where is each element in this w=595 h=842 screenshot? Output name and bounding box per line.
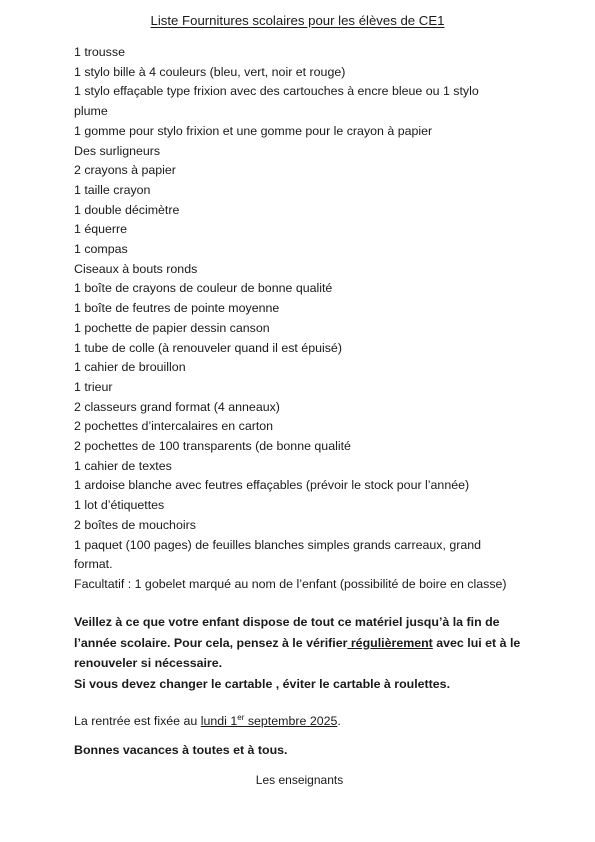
list-item: 2 crayons à papier: [74, 163, 176, 178]
notice-emphasis: régulièrement: [347, 635, 433, 650]
rentree-date-sup: er: [237, 712, 245, 722]
rentree-prefix: La rentrée est fixée au: [74, 714, 201, 728]
list-item: 1 compas: [74, 242, 128, 257]
list-item: 1 trousse: [74, 45, 125, 59]
notice-paragraph: [74, 612, 534, 694]
list-item: 1 trieur: [74, 379, 113, 394]
list-item: 2 classeurs grand format (4 anneaux): [74, 399, 280, 414]
rentree-suffix: .: [337, 714, 341, 728]
rentree-date-rest: septembre 2025: [244, 714, 338, 728]
list-item: Facultatif : 1 gobelet marqué au nom de l’enfant (possibilité de boire en classe): [74, 576, 507, 591]
list-item: 1 ardoise blanche avec feutres effaçables (prévoir le stock pour l’année): [74, 478, 470, 493]
list-item: Ciseaux à bouts ronds: [74, 261, 198, 276]
list-item: 1 paquet (100 pages) de feuilles blanches simples grands carreaux, grand format.: [74, 537, 482, 572]
list-item: 1 cahier de textes: [74, 458, 172, 473]
list-item: 2 boîtes de mouchoirs: [74, 517, 196, 532]
rentree-date: [200, 712, 341, 728]
supply-list: [74, 43, 544, 595]
list-item: 1 tube de colle (à renouveler quand il est épuisé): [74, 340, 342, 355]
notice-text: Veillez à ce que votre enfant dispose de tout ce matériel jusqu’à la fin de l’année scolaire. Pour cela, pensez à le vérifier: [74, 615, 500, 650]
list-item: 1 équerre: [74, 222, 128, 237]
notice-cartable: Si vous devez changer le cartable , éviter le cartable à roulettes.: [74, 676, 451, 691]
list-item: 2 pochettes de 100 transparents (de bonne qualité: [74, 439, 351, 454]
list-item: 1 boîte de crayons de couleur de bonne qualité: [74, 281, 333, 296]
list-item: 1 double décimètre: [74, 202, 180, 217]
list-item: 1 taille crayon: [74, 182, 151, 197]
list-item: 1 lot d’étiquettes: [74, 498, 165, 513]
notice-text-end: avec lui et à le renouveler si nécessaire.: [74, 635, 521, 670]
list-item: 1 boîte de feutres de pointe moyenne: [74, 301, 280, 316]
document-title: Liste Fournitures scolaires pour les élèves de CE1: [150, 13, 445, 28]
closing-wishes: Bonnes vacances à toutes et à tous.: [74, 743, 288, 757]
list-item: 1 gomme pour stylo frixion et une gomme pour le crayon à papier: [74, 123, 433, 138]
list-item: 1 stylo effaçable type frixion avec des cartouches à encre bleue ou 1 stylo plume: [74, 84, 479, 119]
rentree-date-line: [74, 711, 341, 731]
rentree-date-day: lundi 1: [200, 714, 238, 728]
list-item: Des surligneurs: [74, 143, 161, 158]
list-item: 1 cahier de brouillon: [74, 360, 186, 375]
signature: Les enseignants: [255, 773, 344, 787]
list-item: 1 pochette de papier dessin canson: [74, 320, 270, 335]
notice-line: [74, 612, 534, 674]
list-item: 1 stylo bille à 4 couleurs (bleu, vert, noir et rouge): [74, 64, 346, 79]
list-item: 2 pochettes d’intercalaires en carton: [74, 419, 274, 434]
